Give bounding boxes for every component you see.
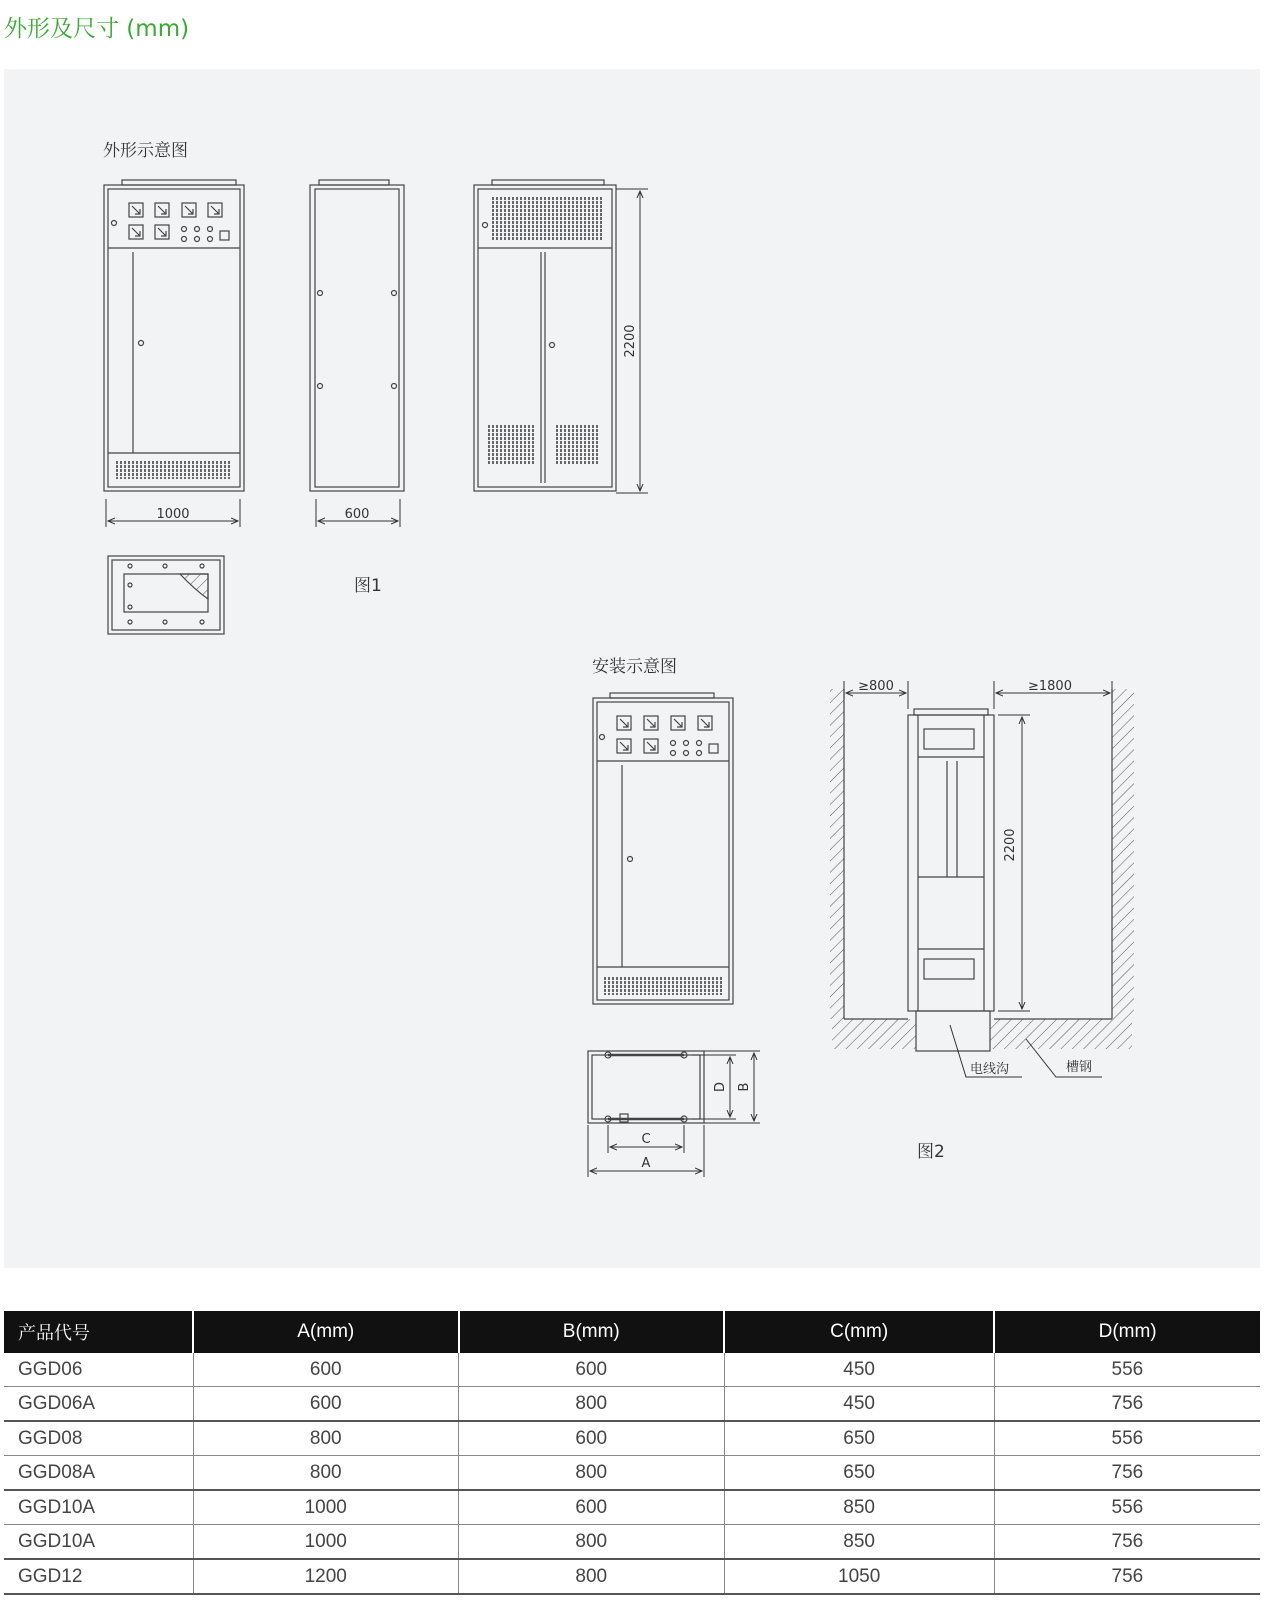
cell-d: 756 [994, 1559, 1260, 1594]
cell-d: 756 [994, 1525, 1260, 1560]
table-row [4, 1387, 1260, 1422]
dim-c-label: C [641, 1132, 651, 1147]
dim-d-label: D [713, 1081, 728, 1093]
cell-c: 650 [724, 1456, 994, 1491]
cell-d: 756 [994, 1387, 1260, 1422]
dim-a-label: A [641, 1156, 651, 1171]
technical-drawings [4, 69, 1260, 1268]
cell-code: GGD06A [4, 1387, 193, 1422]
cell-a: 600 [193, 1353, 459, 1387]
cell-a: 1200 [193, 1559, 459, 1594]
header-c: C(mm) [724, 1311, 994, 1353]
cell-b: 800 [459, 1387, 725, 1422]
front-view-cabinet [104, 180, 244, 491]
dim-width-label: 1000 [156, 507, 190, 522]
cell-code: GGD08A [4, 1456, 193, 1491]
side-view-cabinet [310, 180, 404, 491]
cell-c: 850 [724, 1525, 994, 1560]
cell-b: 600 [459, 1490, 725, 1525]
header-product-code: 产品代号 [4, 1311, 193, 1353]
dim-b-label: B [737, 1082, 752, 1092]
rear-view-cabinet [474, 180, 616, 491]
cell-c: 650 [724, 1421, 994, 1456]
table-row [4, 1421, 1260, 1456]
page-title: 外形及尺寸 (mm) [4, 16, 190, 42]
header-a: A(mm) [193, 1311, 459, 1353]
table-row [4, 1456, 1260, 1491]
top-view-cabinet [108, 556, 224, 634]
table-header-row [4, 1311, 1260, 1353]
cell-d: 556 [994, 1490, 1260, 1525]
dim-height-label: 2200 [623, 324, 638, 358]
cell-b: 800 [459, 1525, 725, 1560]
dim-back-clearance: ≥1800 [1028, 679, 1072, 694]
cell-b: 600 [459, 1353, 725, 1387]
cell-code: GGD06 [4, 1353, 193, 1387]
figure1-heading: 外形示意图 [103, 141, 188, 161]
table-row [4, 1525, 1260, 1560]
cell-code: GGD10A [4, 1490, 193, 1525]
cell-c: 450 [724, 1353, 994, 1387]
header-d: D(mm) [994, 1311, 1260, 1353]
table-row [4, 1559, 1260, 1594]
table-row [4, 1353, 1260, 1387]
install-section-view [830, 689, 1134, 1051]
cell-c: 450 [724, 1387, 994, 1422]
figure2-caption: 图2 [917, 1142, 945, 1162]
dim-front-clearance: ≥800 [858, 679, 894, 694]
cell-a: 800 [193, 1456, 459, 1491]
label-cable-trench: 电线沟 [970, 1062, 1010, 1077]
cell-code: GGD08 [4, 1421, 193, 1456]
label-channel-steel: 槽钢 [1066, 1060, 1093, 1075]
install-front-cabinet [593, 693, 733, 1004]
figure1-caption: 图1 [354, 576, 382, 596]
base-plan-view [588, 1051, 704, 1123]
cell-code: GGD12 [4, 1559, 193, 1594]
cell-b: 600 [459, 1421, 725, 1456]
cell-d: 756 [994, 1456, 1260, 1491]
cell-c: 1050 [724, 1559, 994, 1594]
header-b: B(mm) [459, 1311, 725, 1353]
cell-a: 600 [193, 1387, 459, 1422]
cell-a: 1000 [193, 1525, 459, 1560]
base-plan-dimensions [588, 1051, 760, 1177]
table-row [4, 1490, 1260, 1525]
cell-a: 800 [193, 1421, 459, 1456]
install-height-label: 2200 [1003, 828, 1018, 862]
figure-panel [4, 69, 1260, 1268]
cell-a: 1000 [193, 1490, 459, 1525]
cell-c: 850 [724, 1490, 994, 1525]
specs-table [4, 1311, 1260, 1595]
cell-b: 800 [459, 1559, 725, 1594]
cell-d: 556 [994, 1421, 1260, 1456]
dim-depth-label: 600 [344, 507, 370, 522]
cell-b: 800 [459, 1456, 725, 1491]
cell-d: 556 [994, 1353, 1260, 1387]
cell-code: GGD10A [4, 1525, 193, 1560]
figure2-heading: 安装示意图 [592, 657, 677, 677]
